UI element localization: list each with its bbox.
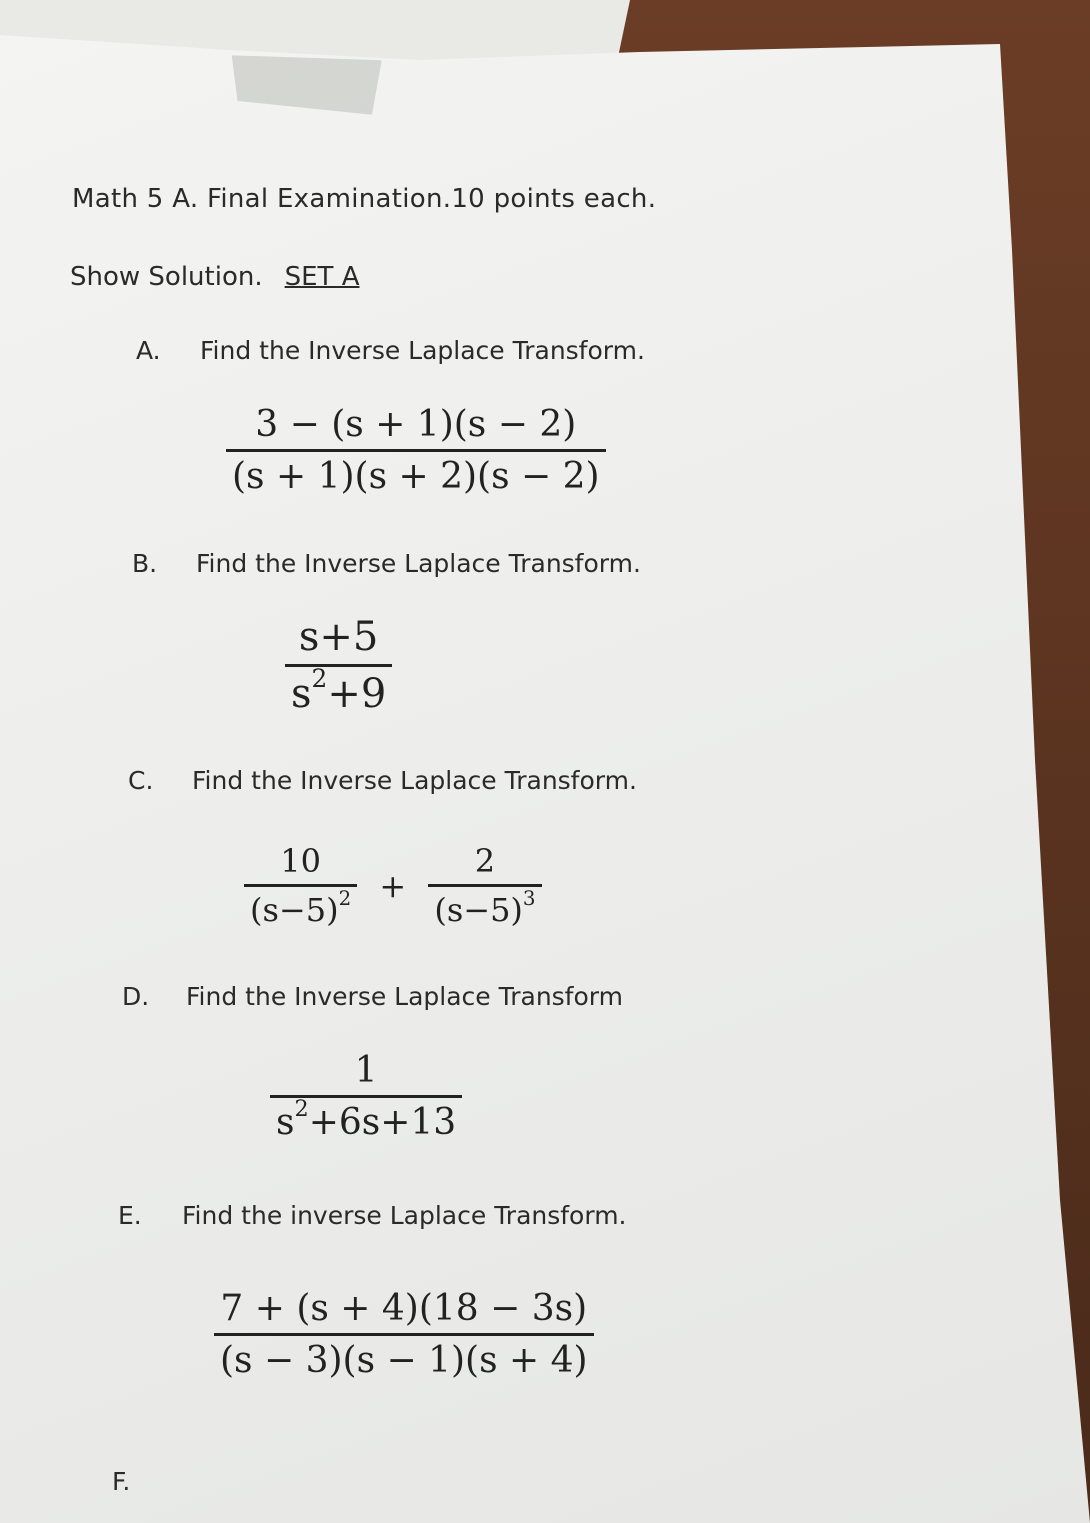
problem-d-expression bbox=[270, 1050, 462, 1143]
fraction bbox=[270, 1050, 462, 1143]
denominator: $s^2+6s+13$ bbox=[270, 1095, 462, 1143]
problem-text: Find the Inverse Laplace Transform bbox=[186, 982, 623, 1011]
problem-b-expression bbox=[285, 614, 392, 717]
problem-letter: C. bbox=[128, 766, 154, 795]
problem-f-letter: F. bbox=[112, 1467, 131, 1496]
instruction-text: Show Solution. bbox=[70, 262, 263, 292]
denominator: (s − 3)(s − 1)(s + 4) bbox=[214, 1333, 594, 1381]
problem-text: Find the Inverse Laplace Transform. bbox=[196, 549, 641, 578]
numerator: 7 + (s + 4)(18 − 3s) bbox=[220, 1288, 588, 1329]
set-label: SET A bbox=[284, 262, 360, 292]
problem-letter: B. bbox=[132, 549, 158, 578]
denominator: (s + 1)(s + 2)(s − 2) bbox=[226, 449, 606, 497]
instruction-line bbox=[70, 262, 359, 292]
problem-a-expression bbox=[226, 404, 606, 497]
numerator: 2 bbox=[474, 842, 496, 880]
numerator: 10 bbox=[280, 842, 321, 880]
denominator: $(s-5)^3$ bbox=[428, 884, 541, 929]
problem-text: Find the Inverse Laplace Transform. bbox=[200, 336, 645, 365]
problem-e-expression bbox=[214, 1288, 594, 1381]
denominator: $s^2+9$ bbox=[285, 664, 392, 717]
numerator: 3 − (s + 1)(s − 2) bbox=[255, 404, 577, 445]
problem-d-prompt bbox=[122, 982, 623, 1011]
problem-c-prompt bbox=[128, 766, 637, 795]
plus-operator: + bbox=[379, 866, 407, 905]
denominator: $(s-5)^2$ bbox=[244, 884, 357, 929]
numerator: 1 bbox=[354, 1050, 378, 1091]
problem-letter: A. bbox=[136, 336, 161, 365]
problem-letter: D. bbox=[122, 982, 150, 1011]
problem-b-prompt bbox=[132, 549, 641, 578]
numerator: s+5 bbox=[298, 614, 379, 660]
problem-a-prompt bbox=[136, 336, 645, 365]
fraction-term-2 bbox=[428, 842, 541, 929]
fraction bbox=[285, 614, 392, 717]
fraction-term-1 bbox=[244, 842, 357, 929]
problem-text: Find the inverse Laplace Transform. bbox=[182, 1201, 627, 1230]
problem-e-prompt bbox=[118, 1201, 627, 1230]
fraction bbox=[214, 1288, 594, 1381]
exam-title: Math 5 A. Final Examination.10 points each. bbox=[72, 184, 657, 214]
problem-c-expression bbox=[244, 842, 542, 929]
problem-text: Find the Inverse Laplace Transform. bbox=[192, 766, 637, 795]
fraction bbox=[226, 404, 606, 497]
problem-letter: E. bbox=[118, 1201, 142, 1230]
